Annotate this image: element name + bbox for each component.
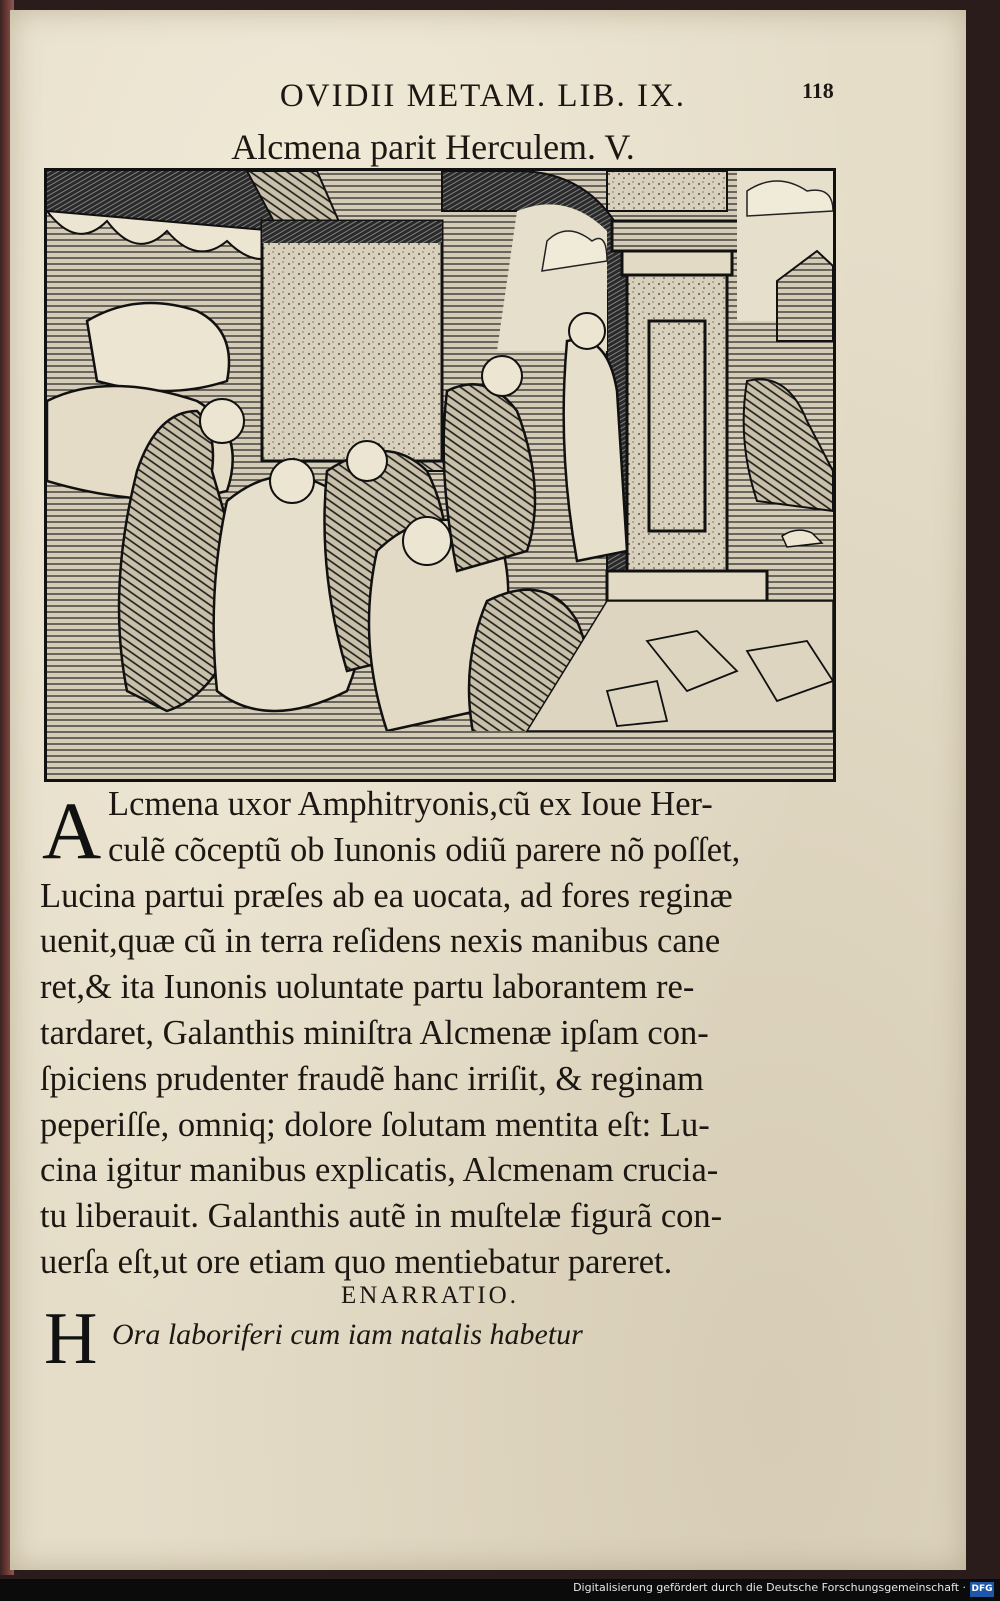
text-line: uenit,quæ cũ in terra reſidens nexis manibus cane <box>40 922 721 961</box>
text-line: uerſa eſt,ut ore etiam quo mentiebatur pareret. <box>40 1242 673 1281</box>
text-line: culẽ cõceptũ ob Iunonis odiũ parere nõ poſſet, <box>108 830 741 869</box>
text-line: tardaret, Galanthis miniſtra Alcmenæ ipſam con- <box>40 1013 709 1052</box>
woodcut-image <box>47 171 833 779</box>
woodcut-illustration <box>44 168 836 782</box>
dfg-logo: DFG <box>970 1582 994 1597</box>
text-line: ſpiciens prudenter fraudẽ hanc irriſit, & reginam <box>40 1059 704 1098</box>
argumentum-text <box>40 782 860 1286</box>
drop-cap-a: A <box>42 785 102 876</box>
drop-cap-h: H <box>44 1298 98 1380</box>
text-line: ret,& ita Iunonis uoluntate partu laborantem re- <box>40 968 695 1007</box>
text-line: tu liberauit. Galanthis autẽ in muſtelæ figurã con- <box>40 1197 723 1236</box>
footer-credit: Digitalisierung gefördert durch die Deutsche Forschungsgemeinschaft · <box>573 1581 966 1594</box>
enarratio-heading: ENARRATIO. <box>341 1282 519 1309</box>
text-line: cina igitur manibus explicatis, Alcmenam crucia- <box>40 1151 719 1190</box>
text-line: peperiſſe, omniq; dolore ſolutam mentita eſt: Lu- <box>40 1105 710 1144</box>
page-number: 118 <box>802 78 834 103</box>
fable-title: Alcmena parit Herculem. V. <box>231 127 635 167</box>
text-line: Lucina partui præſes ab ea uocata, ad fores reginæ <box>40 876 733 915</box>
text-line: Lcmena uxor Amphitryonis,cũ ex Ioue Her- <box>108 785 713 823</box>
running-head: OVIDII METAM. LIB. IX. <box>279 78 687 114</box>
enarratio-first-line: Ora laboriferi cum iam natalis habetur <box>112 1318 583 1351</box>
